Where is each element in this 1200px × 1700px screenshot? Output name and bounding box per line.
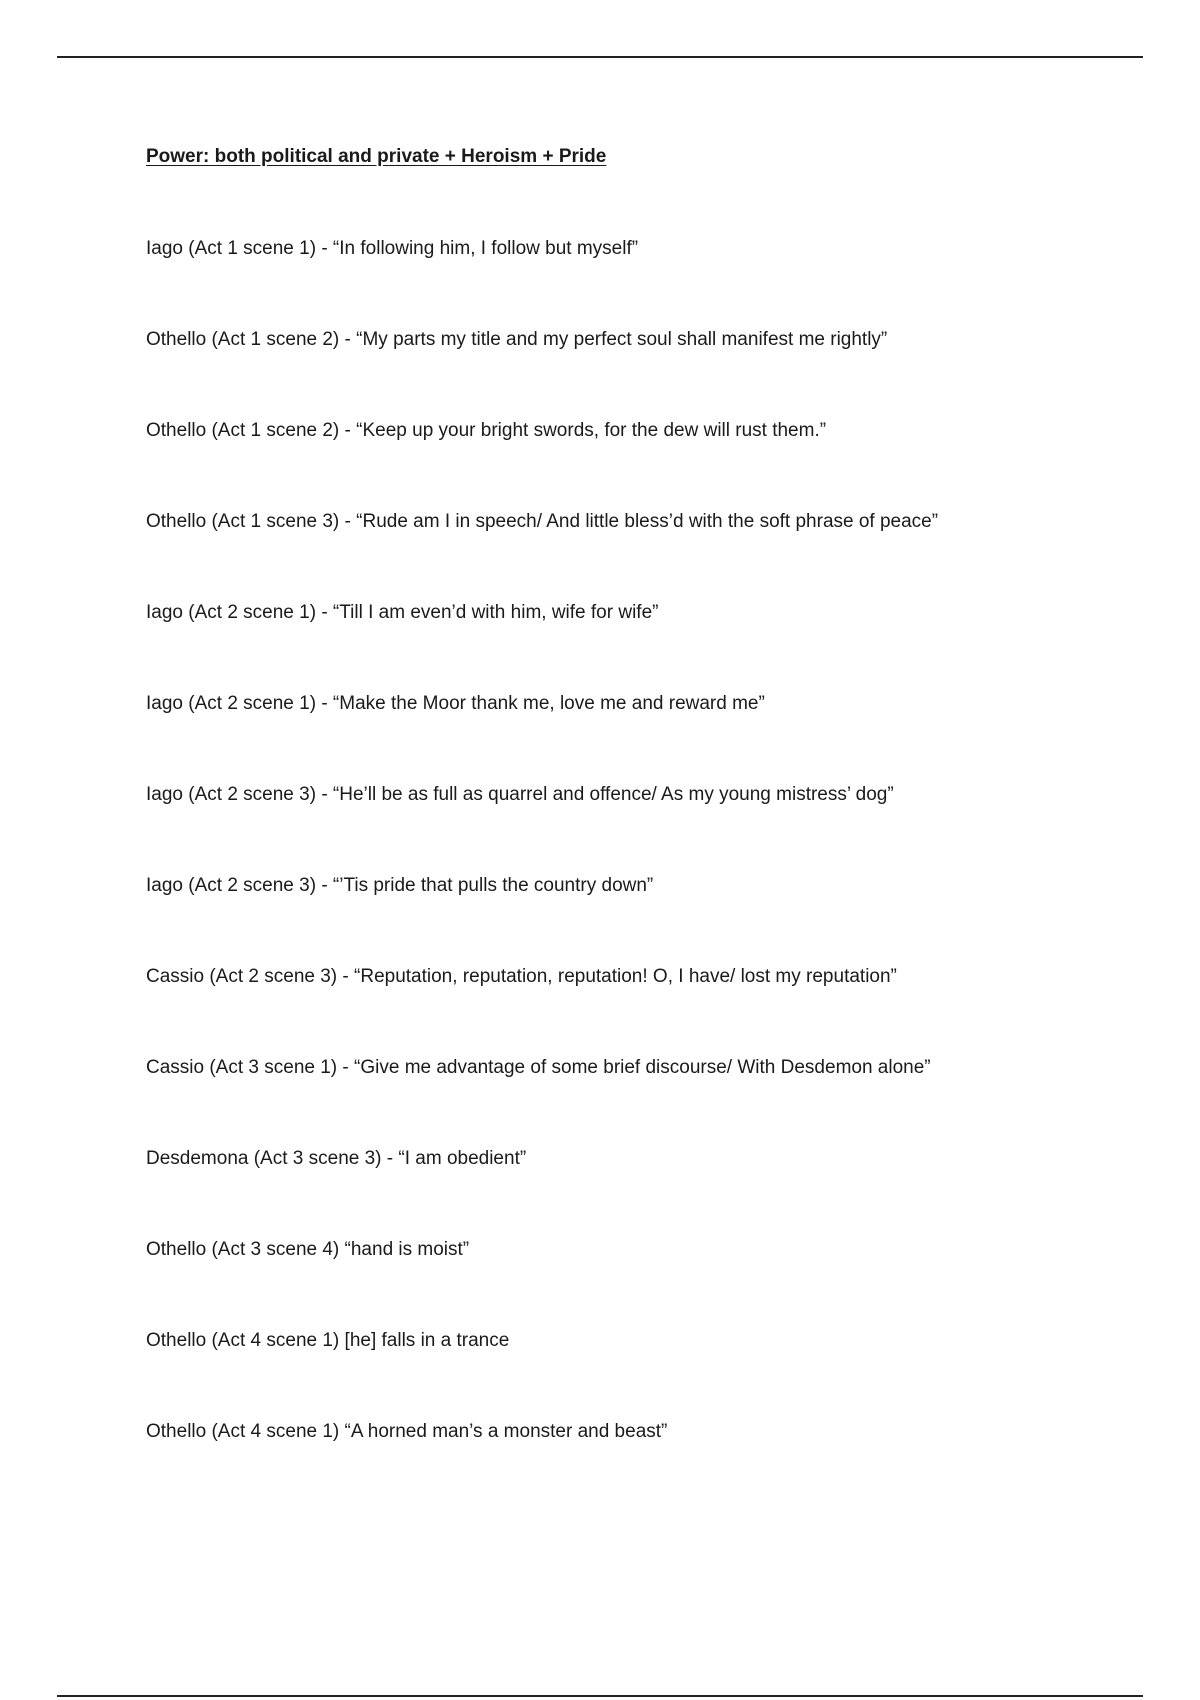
quote-line: Othello (Act 4 scene 1) [he] falls in a trance [146,1330,510,1351]
quote-line: Iago (Act 2 scene 3) - “’Tis pride that pulls the country down” [146,875,654,896]
top-rule [57,56,1143,58]
quote-line: Iago (Act 1 scene 1) - “In following him, I follow but myself” [146,238,639,259]
quote-list [146,237,938,1511]
quote-line: Othello (Act 1 scene 2) - “Keep up your bright swords, for the dew will rust them.” [146,420,827,441]
bottom-rule [57,1695,1143,1697]
quote-line: Othello (Act 1 scene 3) - “Rude am I in speech/ And little bless’d with the soft phrase of peace” [146,511,939,532]
quote-line: Iago (Act 2 scene 1) - “Make the Moor thank me, love me and reward me” [146,693,765,714]
quote-line: Cassio (Act 2 scene 3) - “Reputation, reputation, reputation! O, I have/ lost my reputation” [146,966,897,987]
quote-line: Desdemona (Act 3 scene 3) - “I am obedient” [146,1148,527,1169]
quote-line: Othello (Act 4 scene 1) “A horned man’s a monster and beast” [146,1421,668,1442]
quote-line: Iago (Act 2 scene 3) - “He’ll be as full as quarrel and offence/ As my young mistress’ dog” [146,784,894,805]
quote-line: Cassio (Act 3 scene 1) - “Give me advantage of some brief discourse/ With Desdemon alone” [146,1057,931,1078]
page-heading: Power: both political and private + Heroism + Pride [146,146,607,167]
quote-line: Iago (Act 2 scene 1) - “Till I am even’d with him, wife for wife” [146,602,659,623]
quote-line: Othello (Act 1 scene 2) - “My parts my title and my perfect soul shall manifest me rightly” [146,329,888,350]
quote-line: Othello (Act 3 scene 4) “hand is moist” [146,1239,470,1260]
